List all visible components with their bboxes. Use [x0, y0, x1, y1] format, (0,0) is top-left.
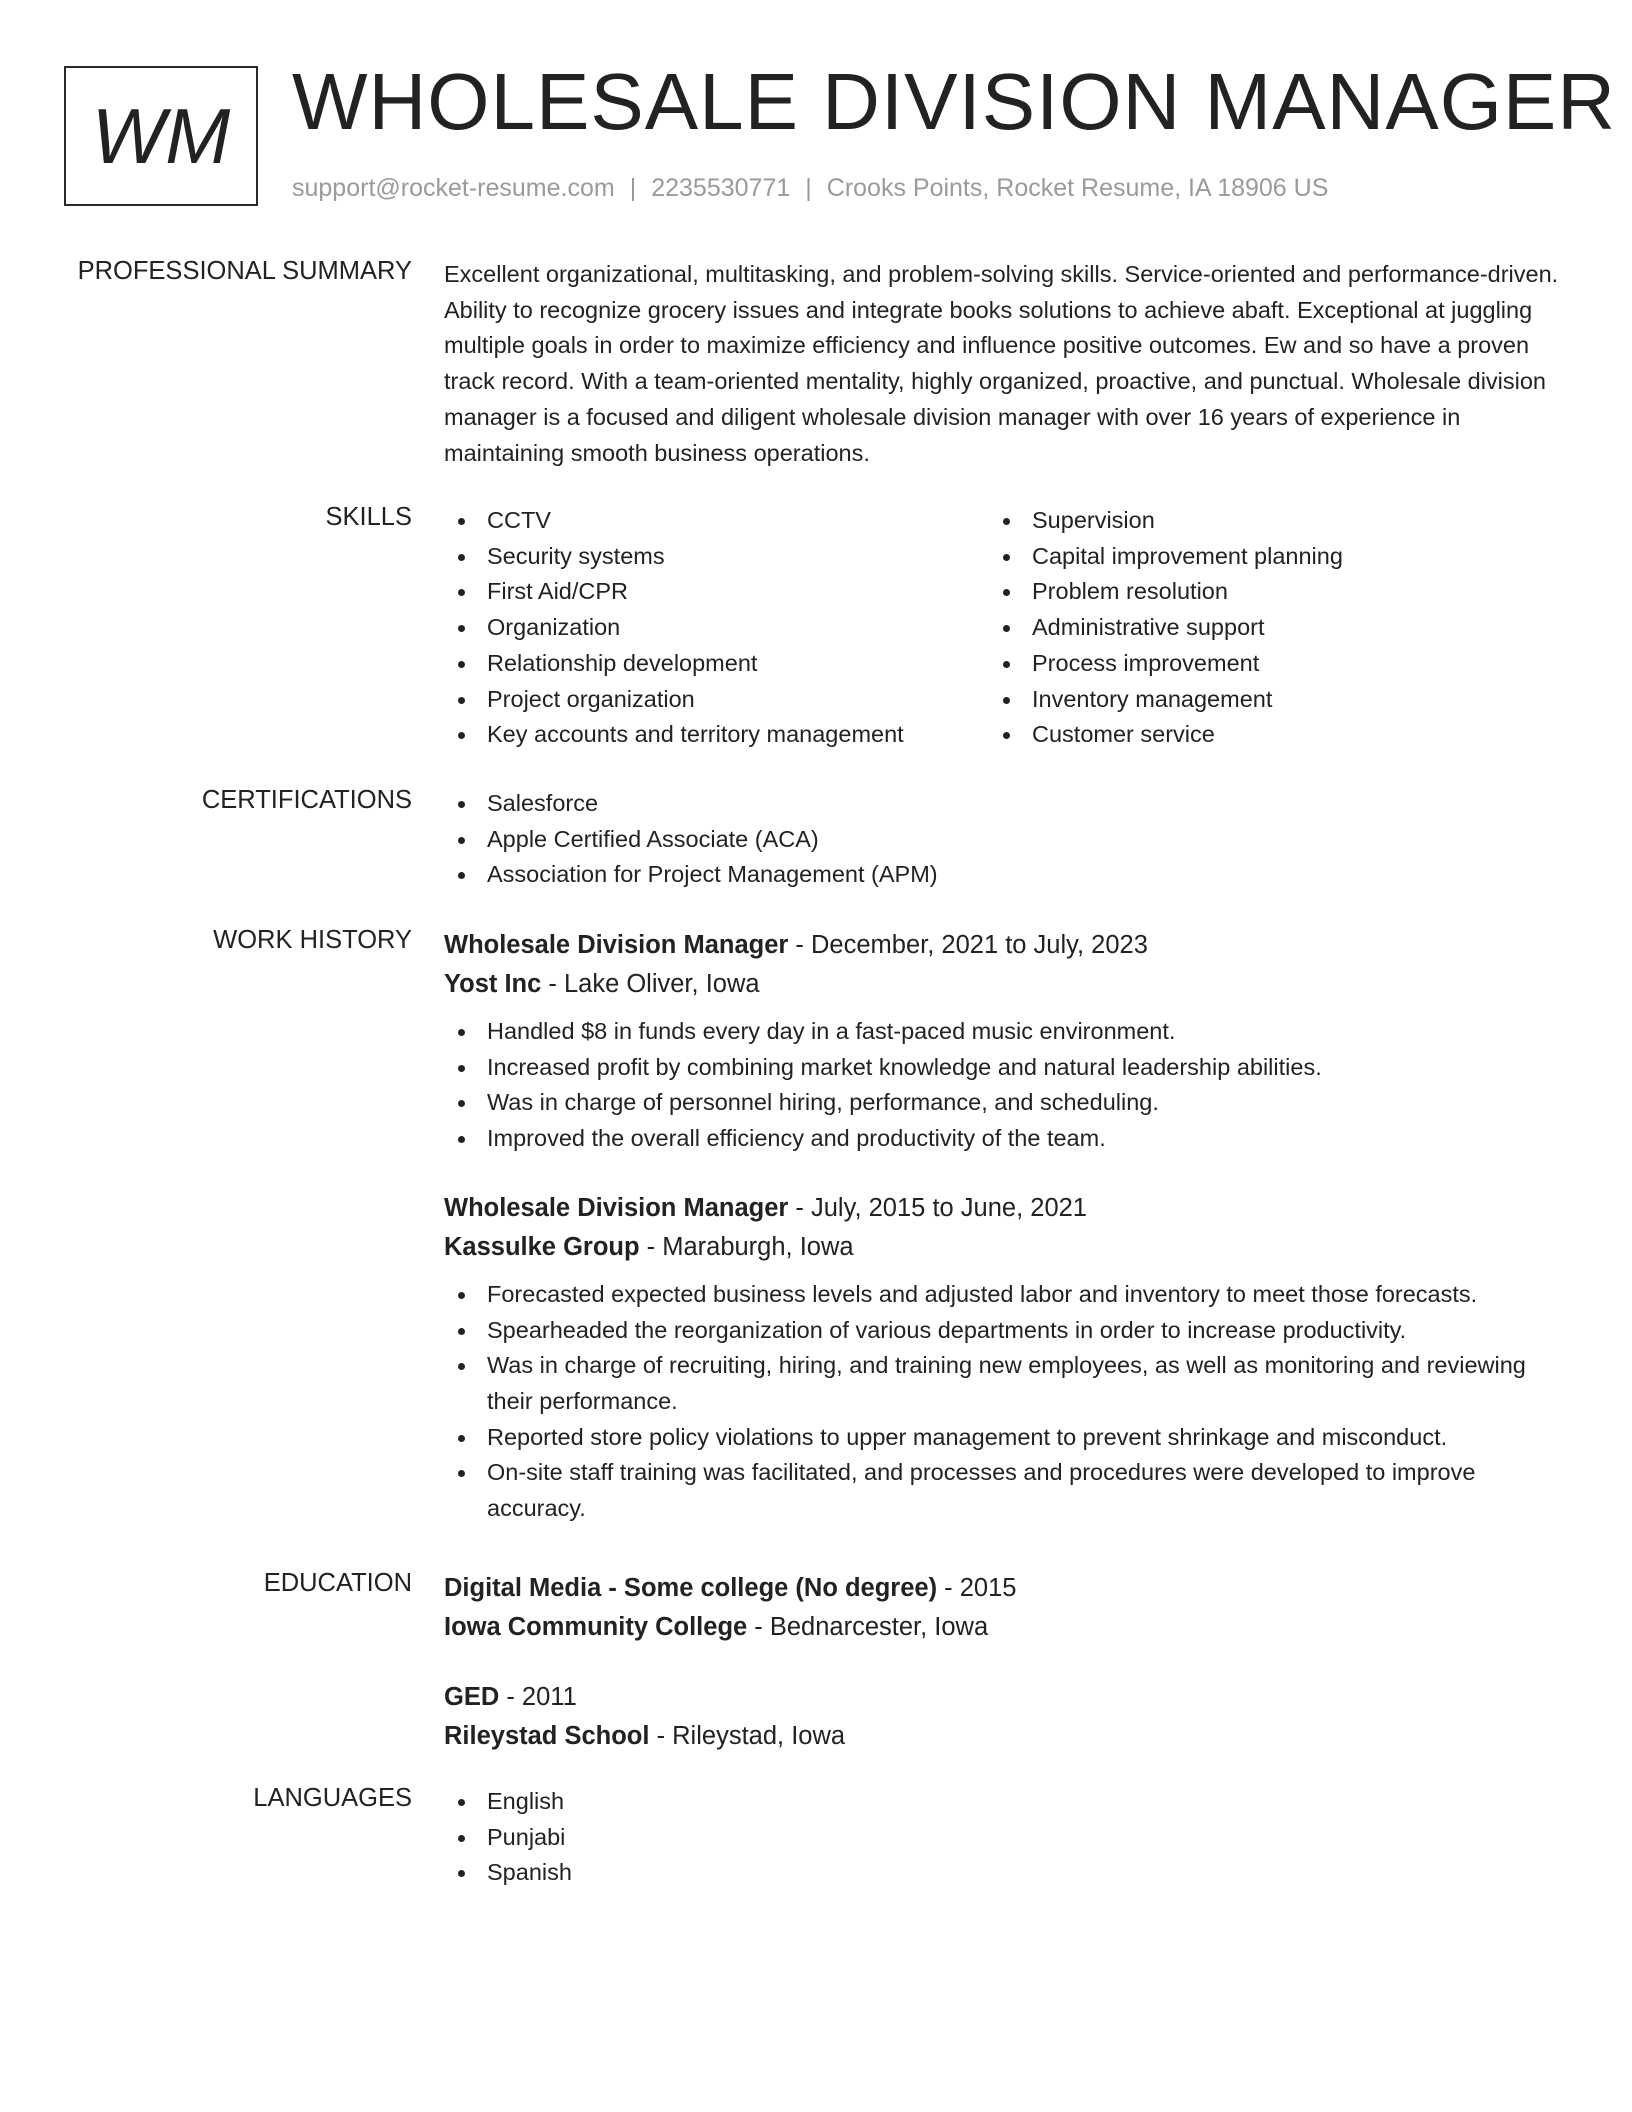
page-title: WHOLESALE DIVISION MANAGER [292, 57, 1617, 146]
certification-item: Salesforce [444, 786, 1564, 822]
job-company-line [444, 1228, 1564, 1267]
skill-item: Relationship development [444, 646, 989, 682]
contact-address: Crooks Points, Rocket Resume, IA 18906 US [826, 174, 1329, 202]
certification-item: Association for Project Management (APM) [444, 857, 1564, 893]
skill-item: Administrative support [989, 610, 1534, 646]
skills-list-right [989, 503, 1534, 753]
job-location: - Maraburgh, Iowa [639, 1232, 854, 1261]
skill-item: Security systems [444, 539, 989, 575]
job-entry [444, 1189, 1564, 1527]
section-label: CERTIFICATIONS [201, 786, 412, 814]
section-label: LANGUAGES [253, 1784, 412, 1812]
job-bullets [444, 1014, 1564, 1157]
contact-line [292, 174, 1328, 203]
job-title: Wholesale Division Manager [444, 1193, 789, 1222]
certification-item: Apple Certified Associate (ACA) [444, 822, 1564, 858]
monogram: WM [91, 91, 231, 180]
skill-item: Project organization [444, 682, 989, 718]
job-bullet: Improved the overall efficiency and productivity of the team. [444, 1121, 1564, 1157]
language-item: English [444, 1784, 1564, 1820]
education-entry [444, 1569, 1564, 1647]
education-location: - Rileystad, Iowa [649, 1722, 846, 1750]
job-dates: - July, 2015 to June, 2021 [788, 1193, 1087, 1222]
job-dates: - December, 2021 to July, 2023 [788, 931, 1148, 959]
education-school: Rileystad School [444, 1722, 650, 1750]
skill-item: CCTV [444, 503, 989, 539]
job-title-line [444, 1189, 1564, 1228]
education-school-line [444, 1608, 1564, 1647]
job-title: Wholesale Division Manager [444, 931, 789, 959]
summary-text: Excellent organizational, multitasking, and problem-solving skills. Service-oriented and performance-driven. Ability to recognize grocery issues and integrate books solutions to achieve abaft. Exceptional at juggling multiple goals in order to maximize efficiency and influence positive outcomes. Ew and so have a proven track record. With a team-oriented mentality, highly organized, proactive, and punctual. Wholesale division manager is a focused and diligent wholesale division manager with over 16 years of experience in maintaining smooth business operations. [444, 261, 1559, 466]
education-degree: Digital Media - Some college (No degree) [444, 1574, 938, 1602]
education-school: Iowa Community College [444, 1613, 748, 1641]
job-company: Kassulke Group [444, 1232, 640, 1261]
education-school-line [444, 1717, 1564, 1756]
languages-list [444, 1784, 1564, 1891]
job-bullet: Was in charge of personnel hiring, performance, and scheduling. [444, 1085, 1564, 1121]
education-degree: GED [444, 1683, 500, 1711]
education-year: - 2011 [499, 1683, 577, 1711]
job-location: - Lake Oliver, Iowa [541, 970, 760, 998]
job-bullet: Reported store policy violations to upper management to prevent shrinkage and misconduct. [444, 1420, 1564, 1456]
skill-item: Process improvement [989, 646, 1534, 682]
job-entry [444, 926, 1564, 1157]
education-year: - 2015 [937, 1574, 1017, 1602]
skill-item: Problem resolution [989, 574, 1534, 610]
skill-item: First Aid/CPR [444, 574, 989, 610]
section-label: WORK HISTORY [213, 926, 412, 954]
job-bullet: On-site staff training was facilitated, and processes and procedures were developed to improve accuracy. [444, 1455, 1564, 1526]
job-title-line [444, 926, 1564, 965]
job-bullet: Handled $8 in funds every day in a fast-paced music environment. [444, 1014, 1564, 1050]
section-label: SKILLS [325, 503, 412, 531]
language-item: Spanish [444, 1855, 1564, 1891]
contact-email[interactable]: support@rocket-resume.com [292, 174, 615, 202]
language-item: Punjabi [444, 1820, 1564, 1856]
skill-item: Key accounts and territory management [444, 717, 989, 753]
job-company-line [444, 965, 1564, 1004]
skill-item: Organization [444, 610, 989, 646]
education-entry [444, 1678, 1564, 1756]
contact-phone[interactable]: 2235530771 [651, 174, 791, 202]
monogram-box [64, 66, 258, 206]
contact-separator: | [629, 174, 637, 202]
skill-item: Inventory management [989, 682, 1534, 718]
education-degree-line [444, 1678, 1564, 1717]
skill-item: Capital improvement planning [989, 539, 1534, 575]
job-bullet: Forecasted expected business levels and adjusted labor and inventory to meet those forecasts. [444, 1277, 1564, 1313]
contact-separator: | [805, 174, 812, 202]
skill-item: Supervision [989, 503, 1534, 539]
education-location: - Bednarcester, Iowa [747, 1613, 989, 1641]
job-company: Yost Inc [444, 970, 542, 998]
certifications-list [444, 786, 1564, 893]
skill-item: Customer service [989, 717, 1534, 753]
section-label: EDUCATION [263, 1569, 412, 1597]
job-bullet: Spearheaded the reorganization of various departments in order to increase productivity. [444, 1313, 1564, 1349]
section-label: PROFESSIONAL SUMMARY [77, 257, 412, 285]
education-degree-line [444, 1569, 1564, 1608]
job-bullet: Increased profit by combining market knowledge and natural leadership abilities. [444, 1050, 1564, 1086]
job-bullets [444, 1277, 1564, 1527]
skills-list-left [444, 503, 989, 753]
job-bullet: Was in charge of recruiting, hiring, and training new employees, as well as monitoring and reviewing their performance. [444, 1348, 1564, 1419]
